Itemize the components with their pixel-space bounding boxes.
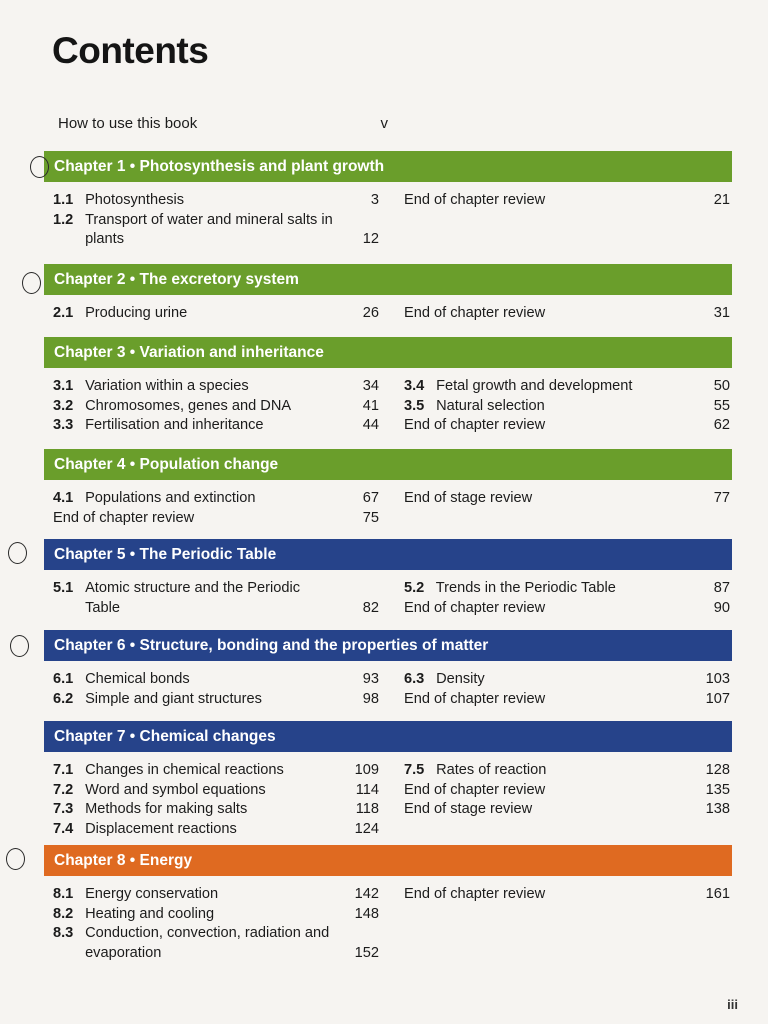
- entry-title: Photosynthesis: [85, 192, 185, 208]
- chapter-3-heading[interactable]: Chapter 3 • Variation and inheritance: [44, 337, 732, 368]
- chapter-6-left-column: [53, 670, 379, 709]
- pen-circle-mark: [8, 542, 27, 564]
- chapter-2-right-column: [404, 304, 730, 324]
- chapter-3-left-column: [53, 377, 379, 436]
- toc-entry[interactable]: [53, 885, 379, 905]
- entry-number: 7.3: [53, 801, 74, 817]
- entry-page: 55: [713, 397, 730, 414]
- entry-title: End of chapter review: [404, 305, 546, 321]
- chapter-2-left-column: [53, 304, 379, 324]
- toc-entry[interactable]: [53, 579, 379, 618]
- entry-title: Word and symbol equations: [85, 781, 266, 798]
- entry-page: 75: [362, 509, 379, 526]
- how-to-use-page: v: [380, 115, 388, 132]
- entry-title: Simple and giant structures: [85, 690, 262, 707]
- entry-number: 7.1: [53, 762, 74, 778]
- entry-page: 118: [355, 801, 379, 817]
- entry-title: End of chapter review: [53, 509, 195, 526]
- entry-number: 2.1: [53, 305, 74, 321]
- chapter-7-right-column: [404, 761, 730, 820]
- entry-page: 50: [713, 378, 730, 394]
- chapter-4-heading[interactable]: Chapter 4 • Population change: [44, 449, 732, 480]
- toc-entry[interactable]: [404, 489, 730, 509]
- entry-number: 6.1: [53, 671, 74, 687]
- toc-entry[interactable]: [53, 670, 379, 690]
- entry-title: Chemical bonds: [85, 671, 190, 687]
- entry-page: 31: [713, 305, 730, 321]
- entry-title: Natural selection: [436, 397, 545, 414]
- entry-title: Fertilisation and inheritance: [85, 417, 264, 433]
- toc-entry[interactable]: [53, 509, 379, 529]
- entry-page: 138: [705, 801, 730, 817]
- toc-entry[interactable]: [53, 304, 379, 324]
- chapter-3-right-column: [404, 377, 730, 436]
- chapter-7-left-column: [53, 761, 379, 839]
- pen-circle-mark: [10, 635, 29, 657]
- entry-title: End of chapter review: [404, 599, 546, 616]
- entry-page: 114: [355, 781, 379, 798]
- entry-page: 98: [362, 690, 379, 707]
- entry-title: End of stage review: [404, 801, 533, 817]
- toc-entry[interactable]: [404, 885, 730, 905]
- entry-page: 148: [354, 905, 379, 922]
- entry-title: Energy conservation: [85, 886, 219, 902]
- chapter-5-heading[interactable]: Chapter 5 • The Periodic Table: [44, 539, 732, 570]
- entry-page: 107: [705, 690, 730, 707]
- entry-page: 26: [362, 305, 379, 321]
- entry-number: 3.5: [404, 397, 425, 414]
- entry-page: 128: [705, 762, 730, 778]
- entry-title: End of chapter review: [404, 417, 546, 433]
- toc-entry[interactable]: [404, 304, 730, 324]
- entry-title: Populations and extinction: [85, 490, 256, 506]
- chapter-8-heading[interactable]: Chapter 8 • Energy: [44, 845, 732, 876]
- entry-page: 3: [370, 192, 379, 208]
- toc-entry[interactable]: [53, 191, 379, 211]
- toc-entry[interactable]: [404, 800, 730, 820]
- toc-entry[interactable]: [53, 781, 379, 801]
- entry-page: 93: [362, 671, 379, 687]
- toc-entry[interactable]: [404, 599, 730, 619]
- chapter-5-left-column: [53, 579, 379, 618]
- entry-page: 87: [713, 580, 730, 596]
- entry-page: 124: [354, 820, 379, 837]
- entry-title: Transport of water and mineral salts in plants: [85, 211, 333, 247]
- chapter-1-left-column: [53, 191, 379, 250]
- entry-title: Producing urine: [85, 305, 188, 321]
- entry-number: 6.3: [404, 671, 425, 687]
- entry-title: End of chapter review: [404, 192, 546, 208]
- entry-number: 8.1: [53, 886, 74, 902]
- entry-page: 77: [713, 490, 730, 506]
- entry-page: 82: [362, 599, 379, 616]
- toc-entry[interactable]: [404, 397, 730, 417]
- entry-number: 8.3: [53, 925, 74, 941]
- chapter-6-right-column: [404, 670, 730, 709]
- entry-title: Atomic structure and the Periodic Table: [85, 580, 301, 616]
- toc-entry[interactable]: [404, 670, 730, 690]
- chapter-1-heading[interactable]: Chapter 1 • Photosynthesis and plant growth: [44, 151, 732, 182]
- entry-number: 7.2: [53, 781, 74, 798]
- chapter-2-heading[interactable]: Chapter 2 • The excretory system: [44, 264, 732, 295]
- entry-page: 41: [362, 397, 379, 414]
- entry-title: Density: [436, 671, 485, 687]
- pen-circle-mark: [6, 848, 25, 870]
- toc-entry[interactable]: [53, 416, 379, 436]
- chapter-5-right-column: [404, 579, 730, 618]
- entry-page: 62: [713, 417, 730, 433]
- toc-entry[interactable]: [404, 690, 730, 710]
- toc-entry[interactable]: [404, 781, 730, 801]
- entry-page: 142: [354, 886, 379, 902]
- toc-entry[interactable]: [53, 211, 379, 250]
- toc-entry[interactable]: [53, 924, 379, 963]
- toc-entry[interactable]: [404, 579, 730, 599]
- entry-title: Variation within a species: [85, 378, 249, 394]
- toc-entry[interactable]: [404, 377, 730, 397]
- chapter-1-right-column: [404, 191, 730, 211]
- entry-title: Trends in the Periodic Table: [435, 580, 616, 596]
- entry-title: End of chapter review: [404, 886, 546, 902]
- entry-number: 1.1: [53, 192, 74, 208]
- chapter-4-right-column: [404, 489, 730, 509]
- chapter-4-left-column: [53, 489, 379, 528]
- pen-circle-mark: [22, 272, 41, 294]
- toc-entry[interactable]: [53, 905, 379, 925]
- entry-number: 3.1: [53, 378, 74, 394]
- entry-number: 6.2: [53, 690, 74, 707]
- toc-entry[interactable]: [53, 820, 379, 840]
- entry-page: 135: [705, 781, 730, 798]
- entry-title: Rates of reaction: [436, 762, 547, 778]
- entry-number: 3.3: [53, 417, 74, 433]
- entry-title: Heating and cooling: [85, 905, 215, 922]
- toc-entry[interactable]: [53, 489, 379, 509]
- entry-page: 34: [362, 378, 379, 394]
- toc-entry[interactable]: [53, 397, 379, 417]
- entry-page: 21: [713, 192, 730, 208]
- entry-page: 12: [362, 231, 379, 247]
- chapter-8-right-column: [404, 885, 730, 905]
- entry-page: 152: [354, 944, 379, 961]
- entry-title: Fetal growth and development: [436, 378, 633, 394]
- entry-title: End of chapter review: [404, 781, 546, 798]
- entry-number: 3.4: [404, 378, 425, 394]
- entry-page: 161: [705, 886, 730, 902]
- entry-page: 103: [705, 671, 730, 687]
- entry-page: 109: [354, 762, 379, 778]
- toc-entry[interactable]: [53, 690, 379, 710]
- entry-number: 4.1: [53, 490, 74, 506]
- how-to-use-label: How to use this book: [58, 115, 198, 132]
- entry-page: 67: [362, 490, 379, 506]
- chapter-7-heading[interactable]: Chapter 7 • Chemical changes: [44, 721, 732, 752]
- entry-title: Methods for making salts: [85, 801, 248, 817]
- toc-entry[interactable]: [53, 377, 379, 397]
- entry-page: 90: [713, 599, 730, 616]
- entry-title: Changes in chemical reactions: [85, 762, 284, 778]
- entry-number: 7.5: [404, 762, 425, 778]
- how-to-use-entry[interactable]: [58, 115, 388, 132]
- entry-number: 3.2: [53, 397, 74, 414]
- entry-number: 7.4: [53, 820, 74, 837]
- entry-title: End of chapter review: [404, 690, 546, 707]
- entry-title: Chromosomes, genes and DNA: [85, 397, 292, 414]
- entry-number: 8.2: [53, 905, 74, 922]
- chapter-6-heading[interactable]: Chapter 6 • Structure, bonding and the properties of matter: [44, 630, 732, 661]
- pen-circle-mark: [30, 156, 49, 178]
- entry-number: 5.2: [404, 580, 425, 596]
- entry-page: 44: [362, 417, 379, 433]
- page-title: Contents: [52, 30, 209, 71]
- entry-title: Conduction, convection, radiation and evaporation: [85, 925, 330, 961]
- entry-number: 1.2: [53, 211, 74, 228]
- toc-entry[interactable]: [404, 191, 730, 211]
- page-number: iii: [727, 997, 738, 1012]
- entry-number: 5.1: [53, 580, 74, 596]
- entry-title: Displacement reactions: [85, 820, 237, 837]
- toc-entry[interactable]: [404, 761, 730, 781]
- entry-title: End of stage review: [404, 490, 533, 506]
- toc-entry[interactable]: [53, 800, 379, 820]
- toc-entry[interactable]: [404, 416, 730, 436]
- chapter-8-left-column: [53, 885, 379, 963]
- toc-entry[interactable]: [53, 761, 379, 781]
